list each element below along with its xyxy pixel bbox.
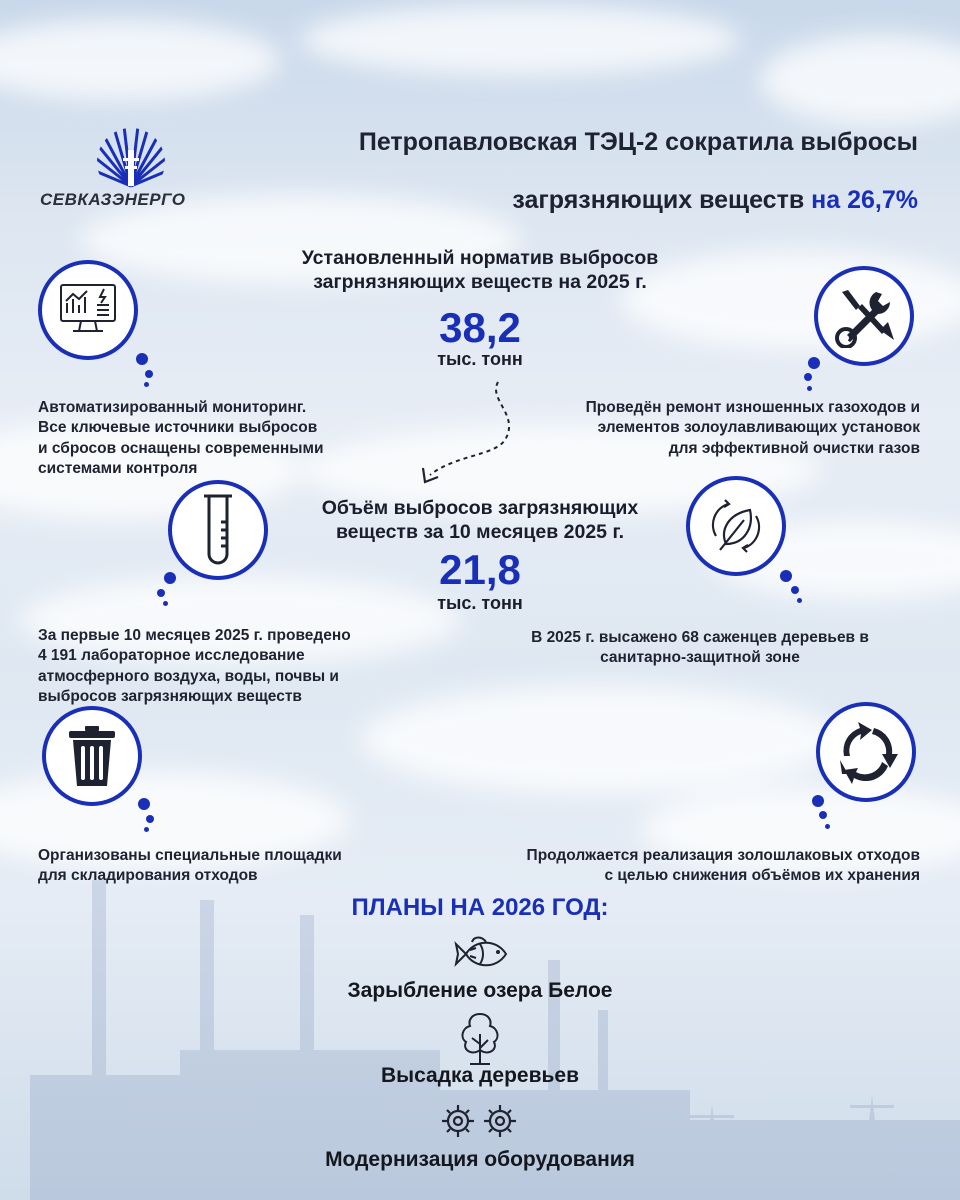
lab-line-1: За первые 10 месяцев 2025 г. проведено xyxy=(38,627,351,644)
tree-icon xyxy=(456,1010,504,1066)
bubble-dot xyxy=(808,357,820,369)
trash-can-icon xyxy=(67,726,117,786)
bubble-dot xyxy=(136,353,148,365)
bubble-dot xyxy=(791,586,799,594)
repair-line-2: элементов золоулавливающих установок xyxy=(597,419,920,437)
ash-line-1: Продолжается реализация золошлаковых отходов xyxy=(526,847,920,864)
lab-icon-circle xyxy=(168,480,268,580)
recycle-icon xyxy=(830,716,902,788)
ash-icon-circle xyxy=(816,702,916,802)
plan-item-modernization: Модернизация оборудования xyxy=(325,1148,635,1171)
waste-line-1: Организованы специальные площадки xyxy=(38,847,342,864)
repair-line-3: для эффективной очистки газов xyxy=(668,439,920,457)
norm-title-line-2: загрнязняющих веществ на 2025 г. xyxy=(313,271,647,294)
bubble-dot xyxy=(144,827,149,832)
monitoring-line-1: Автоматизированный мониторинг. xyxy=(38,399,307,416)
norm-unit: тыс. тонн xyxy=(437,349,523,369)
repair-text xyxy=(500,398,920,459)
bubble-dot xyxy=(145,370,153,378)
plan-item-fish: Зарыбление озера Белое xyxy=(347,979,613,1002)
bubble-dot xyxy=(797,598,802,603)
trees-line-2: санитарно-защитной зоне xyxy=(600,649,800,667)
gears-icon xyxy=(438,1100,522,1142)
bubble-dot xyxy=(163,601,168,606)
norm-title xyxy=(230,246,730,295)
bubble-dot xyxy=(780,570,792,582)
trees-line-1: В 2025 г. высажено 68 саженцев деревьев в xyxy=(531,629,869,646)
logo-text: СЕВКАЗЭНЕРГО xyxy=(40,190,186,209)
monitor-chart-icon xyxy=(57,279,119,341)
title-accent-percent: на 26,7% xyxy=(811,186,918,214)
bubble-dot xyxy=(138,798,150,810)
bubble-dot xyxy=(819,811,827,819)
norm-title-line-1: Установленный норматив выбросов xyxy=(301,247,659,269)
lab-text xyxy=(38,626,438,708)
leaf-icon xyxy=(704,494,768,558)
bubble-dot xyxy=(812,795,824,807)
volume-title-line-1: Объём выбросов загрязняющих xyxy=(321,497,639,519)
plan-item-trees: Высадка деревьев xyxy=(381,1064,579,1087)
lab-line-3: атмосферного воздуха, воды, почвы и xyxy=(38,667,339,685)
ash-text xyxy=(440,846,920,887)
bubble-dot xyxy=(144,382,149,387)
lab-line-2: 4 191 лабораторное исследование xyxy=(38,647,305,665)
plans-heading: ПЛАНЫ НА 2026 ГОД: xyxy=(351,894,609,921)
waste-icon-circle xyxy=(42,706,142,806)
trees-text xyxy=(480,628,920,669)
logo-emblem-icon xyxy=(88,128,174,188)
bubble-dot xyxy=(146,815,154,823)
page-title-line-2 xyxy=(512,186,918,215)
volume-title-line-2: веществ за 10 месяцев 2025 г. xyxy=(335,521,625,544)
bubble-dot xyxy=(157,589,165,597)
monitoring-icon-circle xyxy=(38,260,138,360)
bubble-dot xyxy=(825,824,830,829)
waste-text xyxy=(38,846,418,887)
volume-value: 21,8 xyxy=(439,546,521,593)
monitoring-line-3: и сбросов оснащены современными xyxy=(38,439,324,457)
waste-line-2: для складирования отходов xyxy=(38,867,258,885)
monitoring-line-4: системами контроля xyxy=(38,460,198,478)
ash-line-2: с целью снижения объёмов их хранения xyxy=(604,867,920,885)
page-title-line-1: Петропавловская ТЭЦ-2 сократила выбросы xyxy=(358,128,918,156)
volume-unit: тыс. тонн xyxy=(437,593,523,613)
repair-line-1: Проведён ремонт изношенных газоходов и xyxy=(585,399,920,416)
monitoring-text xyxy=(38,398,378,480)
title-main-text: загрязняющих веществ xyxy=(512,186,805,214)
lab-line-4: выбросов загрязняющих веществ xyxy=(38,688,302,706)
fish-icon xyxy=(452,934,510,974)
bubble-dot xyxy=(804,373,812,381)
repair-icon-circle xyxy=(814,266,914,366)
trees-icon-circle xyxy=(686,476,786,576)
volume-title xyxy=(230,496,730,545)
bubble-dot xyxy=(164,572,176,584)
monitoring-line-2: Все ключевые источники выбросов xyxy=(38,419,318,437)
test-tube-icon xyxy=(198,492,238,568)
company-logo xyxy=(40,128,220,218)
bubble-dot xyxy=(807,386,812,391)
wrench-screwdriver-icon xyxy=(832,284,896,348)
norm-value: 38,2 xyxy=(439,304,521,351)
